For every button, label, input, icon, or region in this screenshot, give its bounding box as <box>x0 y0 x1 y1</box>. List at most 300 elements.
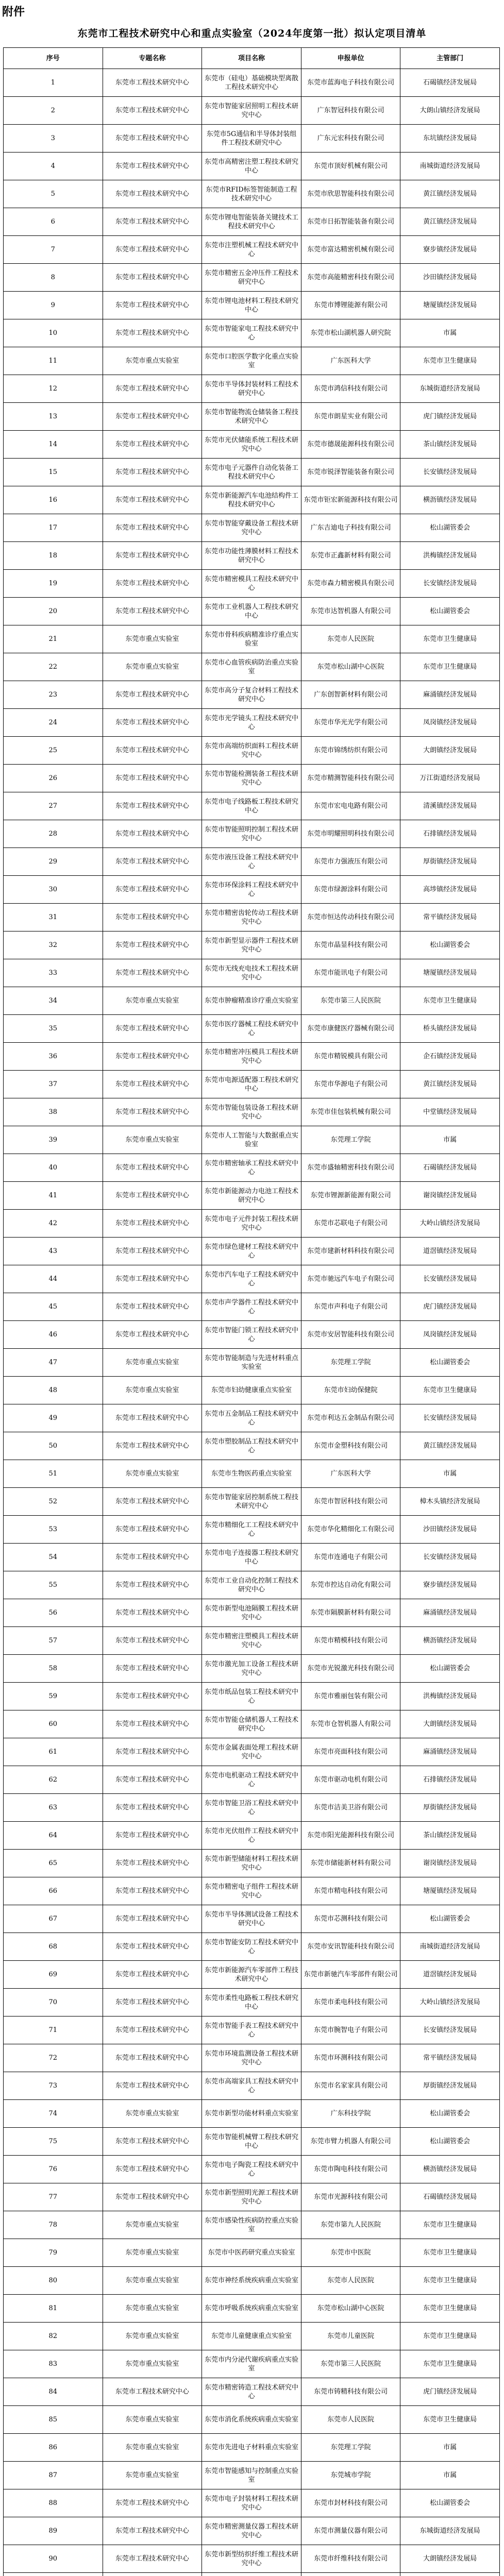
cell-department: 黄江镇经济发展局 <box>400 180 500 208</box>
cell-applicant: 东莞市明耀照明科技有限公司 <box>301 820 400 848</box>
table-row <box>4 1571 500 1599</box>
cell-no: 26 <box>4 765 103 792</box>
cell-project: 东莞市精密齿轮传动工程技术研究中心 <box>202 904 301 931</box>
table-row <box>4 1154 500 1182</box>
cell-applicant: 东莞市芯联电子有限公司 <box>301 1210 400 1238</box>
cell-project: 东莞市工业机器人工程技术研究中心 <box>202 598 301 625</box>
cell-applicant: 东莞市佳包装机械有限公司 <box>301 1098 400 1126</box>
cell-department: 长安镇经济发展局 <box>400 1544 500 1571</box>
cell-department: 松山湖管委会 <box>400 1349 500 1377</box>
table-row <box>4 1265 500 1293</box>
cell-project: 东莞市智能仓储机器人工程技术研究中心 <box>202 1710 301 1738</box>
cell-project: 东莞市人工智能与大数据重点实验室 <box>202 1126 301 1154</box>
cell-no: 53 <box>4 1516 103 1544</box>
cell-project: 东莞市绿色建材工程技术研究中心 <box>202 1238 301 1265</box>
cell-department: 东莞市卫生健康局 <box>400 347 500 375</box>
cell-project: 东莞市智能物流仓储装备工程技术研究中心 <box>202 403 301 431</box>
cell-project: 东莞市光伏储能系统工程技术研究中心 <box>202 431 301 459</box>
cell-no <box>4 2573 103 2576</box>
cell-type: 东莞市重点实验室 <box>103 653 202 681</box>
cell-no: 19 <box>4 570 103 598</box>
cell-project: 东莞市先进电子材料重点实验室 <box>202 2434 301 2462</box>
cell-project: 东莞市锂电池材料工程技术研究中心 <box>202 292 301 319</box>
cell-no: 20 <box>4 598 103 625</box>
cell-no: 42 <box>4 1210 103 1238</box>
cell-applicant: 东莞市妇幼保健院 <box>301 1377 400 1404</box>
table-row <box>4 2489 500 2517</box>
cell-department: 塘厦镇经济发展局 <box>400 959 500 987</box>
cell-department: 市属 <box>400 2462 500 2489</box>
cell-department: 东莞市卫生健康局 <box>400 2267 500 2295</box>
cell-no: 64 <box>4 1822 103 1850</box>
cell-type: 东莞市工程技术研究中心 <box>103 403 202 431</box>
table-row <box>4 1961 500 1989</box>
table-row <box>4 765 500 792</box>
cell-project: 东莞市新型照明光源工程技术研究中心 <box>202 2183 301 2211</box>
cell-project: 东莞市消化系统疾病重点实验室 <box>202 2406 301 2434</box>
cell-applicant: 东莞市中医院 <box>301 2239 400 2267</box>
table-row <box>4 542 500 570</box>
cell-department: 市属 <box>400 319 500 347</box>
table-row <box>4 1710 500 1738</box>
table-row <box>4 2239 500 2267</box>
cell-department: 东莞市卫生健康局 <box>400 2211 500 2239</box>
cell-project: 东莞市光学镜头工程技术研究中心 <box>202 709 301 737</box>
cell-applicant: 东莞市亮面科技有限公司 <box>301 1738 400 1766</box>
cell-applicant: 东莞市建新材料科技有限公司 <box>301 1238 400 1265</box>
cell-no: 35 <box>4 1015 103 1043</box>
cell-no: 65 <box>4 1850 103 1877</box>
cell-department: 道滘镇经济发展局 <box>400 1238 500 1265</box>
cell-applicant: 东莞市环测科技有限公司 <box>301 2044 400 2072</box>
document-title: 东莞市工程技术研究中心和重点实验室（2024年度第一批）拟认定项目清单 <box>77 28 427 39</box>
cell-no: 87 <box>4 2462 103 2489</box>
cell-no: 51 <box>4 1460 103 1488</box>
cell-project: 东莞市半导体测试设备工程技术研究中心 <box>202 1905 301 1933</box>
table-row <box>4 208 500 236</box>
cell-no: 22 <box>4 653 103 681</box>
table-row <box>4 681 500 709</box>
cell-type: 东莞市工程技术研究中心 <box>103 792 202 820</box>
cell-type: 东莞市重点实验室 <box>103 2350 202 2378</box>
cell-no: 13 <box>4 403 103 431</box>
cell-applicant: 东莞市智居科技有限公司 <box>301 1488 400 1516</box>
table-row <box>4 1349 500 1377</box>
cell-no: 70 <box>4 1989 103 2016</box>
cell-type: 东莞市重点实验室 <box>103 987 202 1015</box>
cell-project: 东莞市精细化工工程技术研究中心 <box>202 1516 301 1544</box>
cell-project: 东莞市声学器件工程技术研究中心 <box>202 1293 301 1321</box>
cell-project: 东莞市骨科疾病精准诊疗重点实验室 <box>202 625 301 653</box>
cell-department: 石碣镇经济发展局 <box>400 2183 500 2211</box>
table-row <box>4 431 500 459</box>
cell-applicant: 东莞市驱动电机有限公司 <box>301 1766 400 1794</box>
cell-department: 谢岗镇经济发展局 <box>400 1850 500 1877</box>
cell-no: 67 <box>4 1905 103 1933</box>
cell-department: 横沥镇经济发展局 <box>400 486 500 514</box>
cell-no: 44 <box>4 1265 103 1293</box>
cell-department: 谢岗镇经济发展局 <box>400 1182 500 1210</box>
cell-no: 85 <box>4 2406 103 2434</box>
cell-project: 东莞市智能家居控制系统工程技术研究中心 <box>202 1488 301 1516</box>
cell-type: 东莞市重点实验室 <box>103 2434 202 2462</box>
cell-department: 东莞市卫生健康局 <box>400 987 500 1015</box>
cell-applicant: 东莞理工学院 <box>301 2434 400 2462</box>
cell-type: 东莞市工程技术研究中心 <box>103 737 202 765</box>
cell-department: 市属 <box>400 2434 500 2462</box>
cell-applicant: 东莞市人民医院 <box>301 2406 400 2434</box>
table-row <box>4 625 500 653</box>
cell-department: 厚街镇经济发展局 <box>400 1794 500 1822</box>
table-row <box>4 97 500 125</box>
cell-type: 东莞市工程技术研究中心 <box>103 1154 202 1182</box>
cell-type: 东莞市工程技术研究中心 <box>103 709 202 737</box>
cell-type: 东莞市工程技术研究中心 <box>103 2128 202 2156</box>
cell-applicant: 东莞市阳光能源科技有限公司 <box>301 1822 400 1850</box>
cell-project: 东莞市智能照明控制工程技术研究中心 <box>202 820 301 848</box>
table-row <box>4 2295 500 2323</box>
table-row <box>4 375 500 403</box>
cell-type: 东莞市工程技术研究中心 <box>103 1710 202 1738</box>
cell-applicant: 东莞市松山湖中心医院 <box>301 653 400 681</box>
cell-project: 东莞市光伏组件工程技术研究中心 <box>202 1822 301 1850</box>
table-row <box>4 2267 500 2295</box>
cell-department: 凤岗镇经济发展局 <box>400 1321 500 1349</box>
cell-project: 东莞市高分子复合材料工程技术研究中心 <box>202 681 301 709</box>
cell-project: 东莞市智能卫浴工程技术研究中心 <box>202 1794 301 1822</box>
cell-type: 东莞市工程技术研究中心 <box>103 319 202 347</box>
cell-type: 东莞市工程技术研究中心 <box>103 1655 202 1683</box>
cell-project: 东莞市（硅电）基础模块型离散工程技术研究中心 <box>202 69 301 97</box>
cell-no: 27 <box>4 792 103 820</box>
cell-type: 东莞市工程技术研究中心 <box>103 904 202 931</box>
table-row <box>4 1377 500 1404</box>
table-row <box>4 1627 500 1655</box>
cell-applicant: 东莞市第九人民医院 <box>301 2211 400 2239</box>
cell-no: 15 <box>4 459 103 486</box>
cell-applicant <box>301 2573 400 2576</box>
cell-project: 东莞市精密冲压模具工程技术研究中心 <box>202 1043 301 1071</box>
cell-project: 东莞市新型显示器件工程技术研究中心 <box>202 931 301 959</box>
cell-project: 东莞市高端纺织面料工程技术研究中心 <box>202 737 301 765</box>
cell-project: 东莞市工业自动化控制工程技术研究中心 <box>202 1571 301 1599</box>
cell-department: 长安镇经济发展局 <box>400 1265 500 1293</box>
cell-department: 大朗镇经济发展局 <box>400 1710 500 1738</box>
cell-no: 32 <box>4 931 103 959</box>
cell-project: 东莞市精密电子组件工程技术研究中心 <box>202 1877 301 1905</box>
cell-department: 松山湖管委会 <box>400 2128 500 2156</box>
table-row <box>4 1238 500 1265</box>
table-row <box>4 69 500 97</box>
cell-type: 东莞市重点实验室 <box>103 2406 202 2434</box>
table-row <box>4 152 500 180</box>
cell-project: 东莞市智能制造与先进材料重点实验室 <box>202 1349 301 1377</box>
table-row <box>4 319 500 347</box>
cell-applicant: 东莞市声科电子有限公司 <box>301 1293 400 1321</box>
cell-type: 东莞市工程技术研究中心 <box>103 1043 202 1071</box>
table-row <box>4 1933 500 1961</box>
cell-no: 18 <box>4 542 103 570</box>
cell-no: 52 <box>4 1488 103 1516</box>
cell-department: 市属 <box>400 1460 500 1488</box>
cell-applicant: 东莞市华化精细化工有限公司 <box>301 1516 400 1544</box>
cell-no: 83 <box>4 2350 103 2378</box>
cell-applicant: 东莞市纤维科技有限公司 <box>301 2545 400 2573</box>
table-row <box>4 1071 500 1098</box>
cell-project: 东莞市妇幼健康重点实验室 <box>202 1377 301 1404</box>
cell-department: 东莞市卫生健康局 <box>400 653 500 681</box>
header-department: 主管部门 <box>400 48 500 69</box>
cell-applicant: 东莞市顶好机械有限公司 <box>301 152 400 180</box>
cell-applicant: 东莞市封材科技有限公司 <box>301 2489 400 2517</box>
cell-type: 东莞市工程技术研究中心 <box>103 598 202 625</box>
cell-no: 39 <box>4 1126 103 1154</box>
cell-type: 东莞市工程技术研究中心 <box>103 375 202 403</box>
cell-department: 万江街道经济发展局 <box>400 765 500 792</box>
cell-no: 63 <box>4 1794 103 1822</box>
cell-department: 大朗山镇经济发展局 <box>400 97 500 125</box>
table-header-row <box>4 48 500 69</box>
cell-applicant: 东莞市控达自动化有限公司 <box>301 1571 400 1599</box>
table-row <box>4 236 500 264</box>
cell-type: 东莞市工程技术研究中心 <box>103 1293 202 1321</box>
cell-applicant: 东莞市恒达传动科技有限公司 <box>301 904 400 931</box>
cell-no: 29 <box>4 848 103 876</box>
table-row <box>4 2406 500 2434</box>
cell-applicant: 东莞市锂源新能源有限公司 <box>301 1182 400 1210</box>
cell-applicant: 东莞市连通电子有限公司 <box>301 1544 400 1571</box>
cell-applicant: 东莞市盛轴精密科技有限公司 <box>301 1154 400 1182</box>
cell-type: 东莞市工程技术研究中心 <box>103 514 202 542</box>
cell-applicant: 东莞市芯测科技有限公司 <box>301 1905 400 1933</box>
cell-applicant: 东莞市松山湖中心医院 <box>301 2295 400 2323</box>
cell-department: 麻涌镇经济发展局 <box>400 1738 500 1766</box>
cell-no: 78 <box>4 2211 103 2239</box>
cell-applicant: 东莞市金塑科技有限公司 <box>301 1432 400 1460</box>
table-row <box>4 1655 500 1683</box>
cell-no: 24 <box>4 709 103 737</box>
cell-type: 东莞市工程技术研究中心 <box>103 681 202 709</box>
cell-project: 东莞市智能感知与控制重点实验室 <box>202 2462 301 2489</box>
cell-no: 7 <box>4 236 103 264</box>
cell-department: 茶山镇经济发展局 <box>400 431 500 459</box>
cell-applicant: 东莞市鸿信科技有限公司 <box>301 375 400 403</box>
cell-type: 东莞市工程技术研究中心 <box>103 2489 202 2517</box>
cell-applicant: 东莞市铸精科技有限公司 <box>301 2378 400 2406</box>
cell-department: 市属 <box>400 1126 500 1154</box>
cell-applicant: 东莞市洁美卫浴有限公司 <box>301 1794 400 1822</box>
cell-no: 28 <box>4 820 103 848</box>
cell-project: 东莞市精密模具工程技术研究中心 <box>202 570 301 598</box>
cell-type: 东莞市工程技术研究中心 <box>103 97 202 125</box>
cell-department: 清溪镇经济发展局 <box>400 792 500 820</box>
cell-no: 72 <box>4 2044 103 2072</box>
cell-type: 东莞市工程技术研究中心 <box>103 69 202 97</box>
table-row <box>4 2462 500 2489</box>
cell-department: 虎门镇经济发展局 <box>400 403 500 431</box>
cell-no: 41 <box>4 1182 103 1210</box>
cell-type: 东莞市工程技术研究中心 <box>103 1933 202 1961</box>
table-row <box>4 1293 500 1321</box>
table-row <box>4 2323 500 2350</box>
cell-type: 东莞市重点实验室 <box>103 2462 202 2489</box>
table-row <box>4 1516 500 1544</box>
cell-type: 东莞市重点实验室 <box>103 2267 202 2295</box>
cell-department <box>400 2573 500 2576</box>
cell-no: 17 <box>4 514 103 542</box>
cell-type: 东莞市工程技术研究中心 <box>103 1822 202 1850</box>
table-row <box>4 264 500 292</box>
cell-no: 4 <box>4 152 103 180</box>
cell-type: 东莞市工程技术研究中心 <box>103 2156 202 2183</box>
cell-department: 塘厦镇经济发展局 <box>400 292 500 319</box>
cell-type: 东莞市工程技术研究中心 <box>103 486 202 514</box>
cell-applicant: 东莞市钜宏新能源科技有限公司 <box>301 486 400 514</box>
cell-type: 东莞市工程技术研究中心 <box>103 2183 202 2211</box>
cell-applicant: 广东医科大学 <box>301 1460 400 1488</box>
cell-applicant: 东莞市康健医疗器械有限公司 <box>301 1015 400 1043</box>
cell-department: 桥头镇经济发展局 <box>400 1015 500 1043</box>
cell-department: 松山湖管委会 <box>400 2489 500 2517</box>
cell-no: 69 <box>4 1961 103 1989</box>
table-row <box>4 931 500 959</box>
table-row <box>4 1905 500 1933</box>
project-table <box>3 47 500 2576</box>
cell-project: 东莞市新型储能材料工程技术研究中心 <box>202 1850 301 1877</box>
cell-no: 76 <box>4 2156 103 2183</box>
table-row <box>4 1432 500 1460</box>
cell-project: 东莞市智能包装设备工程技术研究中心 <box>202 1098 301 1126</box>
cell-applicant: 广东元宏科技有限公司 <box>301 125 400 152</box>
cell-no: 45 <box>4 1293 103 1321</box>
cell-type: 东莞市重点实验室 <box>103 1377 202 1404</box>
cell-project: 东莞市电机驱动工程技术研究中心 <box>202 1766 301 1794</box>
cell-department: 横沥镇经济发展局 <box>400 1627 500 1655</box>
cell-department: 东城街道经济发展局 <box>400 2517 500 2545</box>
cell-no: 73 <box>4 2072 103 2100</box>
cell-department: 石碣镇经济发展局 <box>400 1154 500 1182</box>
cell-type: 东莞市重点实验室 <box>103 2295 202 2323</box>
cell-applicant: 广东吉迪电子科技有限公司 <box>301 514 400 542</box>
cell-department: 东莞市卫生健康局 <box>400 2406 500 2434</box>
cell-department: 厚街镇经济发展局 <box>400 2072 500 2100</box>
cell-no: 71 <box>4 2016 103 2044</box>
cell-project: 东莞市高精密注塑工程技术研究中心 <box>202 152 301 180</box>
cell-project: 东莞市精密注塑模具工程技术研究中心 <box>202 1627 301 1655</box>
cell-applicant: 东莞市蓝海电子科技有限公司 <box>301 69 400 97</box>
cell-type: 东莞市工程技术研究中心 <box>103 848 202 876</box>
cell-department: 南城街道经济发展局 <box>400 152 500 180</box>
cell-no: 6 <box>4 208 103 236</box>
cell-type: 东莞市工程技术研究中心 <box>103 1182 202 1210</box>
cell-no: 33 <box>4 959 103 987</box>
cell-project: 东莞市柔性电路板工程技术研究中心 <box>202 1989 301 2016</box>
table-row <box>4 1488 500 1516</box>
cell-type: 东莞市工程技术研究中心 <box>103 180 202 208</box>
cell-department: 东坑镇经济发展局 <box>400 125 500 152</box>
table-row <box>4 1182 500 1210</box>
cell-project: 东莞市智能检测装备工程技术研究中心 <box>202 765 301 792</box>
table-row <box>4 292 500 319</box>
cell-department: 东莞市卫生健康局 <box>400 2350 500 2378</box>
cell-department: 石排镇经济发展局 <box>400 820 500 848</box>
table-row <box>4 1098 500 1126</box>
table-row <box>4 2545 500 2573</box>
cell-project: 东莞市肿瘤精准诊疗重点实验室 <box>202 987 301 1015</box>
cell-type: 东莞市工程技术研究中心 <box>103 2517 202 2545</box>
cell-type: 东莞市工程技术研究中心 <box>103 1738 202 1766</box>
cell-department: 长安镇经济发展局 <box>400 459 500 486</box>
cell-type: 东莞市工程技术研究中心 <box>103 1404 202 1432</box>
cell-project: 东莞市电子线路板工程技术研究中心 <box>202 792 301 820</box>
cell-department: 黄江镇经济发展局 <box>400 1071 500 1098</box>
cell-no: 30 <box>4 876 103 904</box>
cell-applicant: 东莞市名家家具有限公司 <box>301 2072 400 2100</box>
cell-applicant: 东莞理工学院 <box>301 1349 400 1377</box>
cell-type: 东莞市工程技术研究中心 <box>103 1238 202 1265</box>
cell-applicant: 东莞市人民医院 <box>301 625 400 653</box>
cell-type: 东莞市工程技术研究中心 <box>103 125 202 152</box>
cell-department: 东莞市卫生健康局 <box>400 2239 500 2267</box>
cell-type: 东莞市工程技术研究中心 <box>103 459 202 486</box>
cell-no: 89 <box>4 2517 103 2545</box>
cell-type: 东莞市工程技术研究中心 <box>103 876 202 904</box>
cell-department: 虎门镇经济发展局 <box>400 1293 500 1321</box>
cell-type: 东莞市工程技术研究中心 <box>103 570 202 598</box>
cell-project: 东莞市液压设备工程技术研究中心 <box>202 848 301 876</box>
cell-type: 东莞市工程技术研究中心 <box>103 2016 202 2044</box>
cell-project: 东莞市新能源汽车电池结构件工程技术研究中心 <box>202 486 301 514</box>
cell-type: 东莞市工程技术研究中心 <box>103 2044 202 2072</box>
cell-no: 21 <box>4 625 103 653</box>
cell-department: 厚街镇经济发展局 <box>400 848 500 876</box>
cell-department: 黄江镇经济发展局 <box>400 1432 500 1460</box>
table-body <box>4 69 500 2576</box>
cell-type: 东莞市工程技术研究中心 <box>103 1432 202 1460</box>
cell-project: 东莞市感染性疾病防控重点实验室 <box>202 2211 301 2239</box>
cell-type: 东莞市重点实验室 <box>103 2239 202 2267</box>
cell-applicant: 东莞市博锂能源有限公司 <box>301 292 400 319</box>
table-row <box>4 987 500 1015</box>
cell-no: 86 <box>4 2434 103 2462</box>
cell-applicant: 东莞市欣思智能科技有限公司 <box>301 180 400 208</box>
cell-applicant: 东莞市臂力机器人有限公司 <box>301 2128 400 2156</box>
cell-no: 80 <box>4 2267 103 2295</box>
cell-no: 77 <box>4 2183 103 2211</box>
cell-type: 东莞市工程技术研究中心 <box>103 1571 202 1599</box>
cell-no: 55 <box>4 1571 103 1599</box>
cell-department: 东莞市卫生健康局 <box>400 2295 500 2323</box>
table-row <box>4 2350 500 2378</box>
cell-project: 东莞市智能手表工程技术研究中心 <box>202 2016 301 2044</box>
cell-type <box>103 2573 202 2576</box>
table-row <box>4 904 500 931</box>
cell-type: 东莞市工程技术研究中心 <box>103 1683 202 1710</box>
cell-applicant: 东莞市腕智电子有限公司 <box>301 2016 400 2044</box>
cell-type: 东莞市工程技术研究中心 <box>103 765 202 792</box>
table-row <box>4 459 500 486</box>
cell-department: 常平镇经济发展局 <box>400 2044 500 2072</box>
cell-project: 东莞市智能穿戴设备工程技术研究中心 <box>202 514 301 542</box>
cell-applicant: 东莞市新驰汽车零部件有限公司 <box>301 1961 400 1989</box>
cell-no: 14 <box>4 431 103 459</box>
cell-project: 东莞市心血管疾病防治重点实验室 <box>202 653 301 681</box>
cell-no: 12 <box>4 375 103 403</box>
cell-project: 东莞市5G通信和半导体封装组件工程技术研究中心 <box>202 125 301 152</box>
cell-no: 23 <box>4 681 103 709</box>
cell-no: 31 <box>4 904 103 931</box>
cell-applicant: 东莞市锐泽智能装备有限公司 <box>301 459 400 486</box>
